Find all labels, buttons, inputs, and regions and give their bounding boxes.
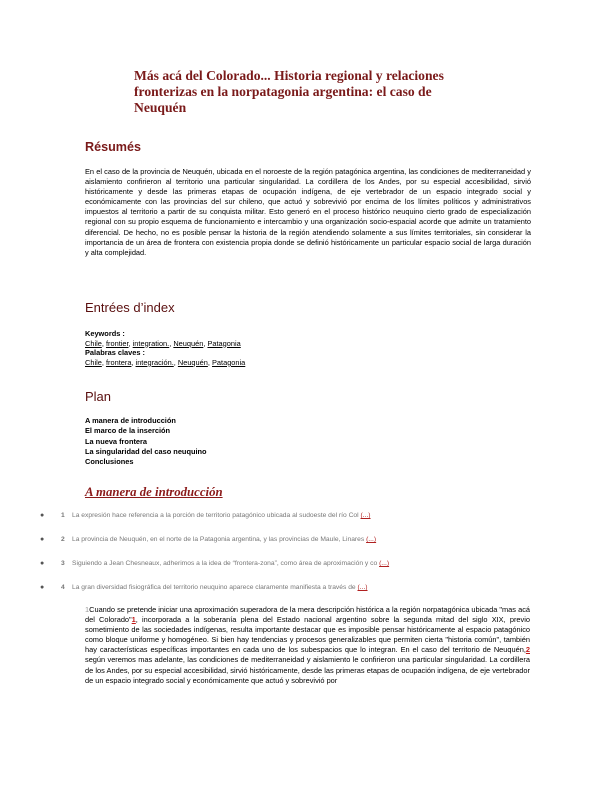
article-title: Más acá del Colorado... Historia regional y relaciones fronterizas en la norpatagonia argentina: el caso de Neuquén — [134, 68, 444, 115]
footnote-text — [72, 583, 368, 593]
footnote-number: 1 — [61, 512, 65, 519]
plan-item[interactable]: El marco de la inserción — [85, 426, 171, 436]
footnote-more-link[interactable]: (...) — [366, 536, 377, 543]
keyword-link[interactable]: Patagonia — [207, 338, 241, 348]
palabra-link[interactable]: frontera — [105, 357, 132, 367]
bullet-icon: ● — [40, 584, 45, 591]
palabra-link[interactable]: Neuquén — [177, 357, 208, 367]
body-text-part: según veremos mas adelante, las condiciones de mediterraneidad y aislamiento le confirieron una particular singularidad. La cordillera de los Andes, por su especial accesibilidad, sirvió históricamente, desde las primeras etapas de ocupación indígena, de eje vertebrador de un espacio integrado social y económicamente que actuó y sobrevivió por — [85, 655, 530, 685]
bullet-icon: ● — [40, 560, 45, 567]
resumes-heading: Résumés — [85, 140, 142, 154]
footnote-snippet: La gran diversidad fisiográfica del territorio neuquino aparece claramente manifiesta a través de — [72, 584, 356, 591]
footnote-number: 3 — [61, 560, 65, 567]
palabras-list: Chile, frontera, integración., Neuquén, Patagonia — [85, 357, 246, 367]
plan-item[interactable]: La nueva frontera — [85, 436, 148, 446]
index-heading: Entrées d’index — [85, 300, 175, 315]
keywords-list: Chile, frontier, integration., Neuquén, Patagonia — [85, 338, 241, 348]
footnote-text — [72, 535, 376, 545]
palabra-link[interactable]: integración. — [135, 357, 174, 367]
footnote-more-link[interactable]: (...) — [360, 512, 371, 519]
keyword-link[interactable]: frontier — [105, 338, 129, 348]
footnote-ref-link[interactable]: 2 — [525, 645, 530, 655]
footnote-text — [72, 511, 371, 521]
keyword-link[interactable]: Chile — [85, 338, 102, 348]
palabra-link[interactable]: Chile — [85, 357, 102, 367]
palabras-label: Palabras claves : — [85, 348, 145, 358]
footnote-snippet: La expresión hace referencia a la porción de territorio patagónico ubicada al sudoeste del río Col — [72, 512, 359, 519]
footnote-snippet: Siguiendo a Jean Chesneaux, adherimos a la idea de “frontera-zona”, como área de aproximación y co — [72, 560, 378, 567]
bullet-icon: ● — [40, 536, 45, 543]
plan-heading: Plan — [85, 389, 112, 404]
body-text-part: Cuando se pretende iniciar una aproximación superadora de la mera descripción histórica a la región norpatagónica ubicada "mas acá del Colorado" — [85, 605, 530, 625]
keyword-link[interactable]: Neuquén — [173, 338, 204, 348]
palabra-link[interactable]: Patagonia — [211, 357, 246, 367]
plan-item[interactable]: Conclusiones — [85, 457, 134, 467]
body-paragraph — [85, 605, 530, 686]
footnote-text — [72, 559, 389, 569]
section-heading: A manera de introducción — [85, 485, 223, 499]
plan-list — [85, 416, 207, 467]
keywords-block — [85, 329, 525, 367]
abstract-text: En el caso de la provincia de Neuquén, ubicada en el noroeste de la región patagónica argentina, las condiciones de mediterraneidad y aislamiento confirieron al territorio una particular singularidad. La cordillera de los Andes, por su especial accesibilidad, sirvió históricamente y desde las primeras etapas de ocupación indígena, de eje vertebrador de un espacio integrado social y económicamente con las provincias del sur chileno, que actuó y sobrevivió por encima de los límites políticos y administrativos impuestos al territorio a partir de su conquista militar. Esto generó en el proceso histórico neuquino cierto grado de especialización regional con su propio esquema de funcionamiento e intercambio y una organización socio-espacial acorde que admite un tratamiento diferencial. De hecho, no es posible pensar la historia de la región atendiendo solamente a sus límites territoriales, sin considerar la importancia de un área de frontera con existencia propia donde se definió históricamente un particular espacio social de larga duración y alta complejidad. — [85, 167, 531, 257]
footnote-snippet: La provincia de Neuquén, en el norte de la Patagonia argentina, y las provincias de Maule, Linares — [72, 536, 365, 543]
plan-item[interactable]: La singularidad del caso neuquino — [85, 446, 207, 456]
bullet-icon: ● — [40, 512, 45, 519]
body-text-part: , incorporada a la soberanía plena del Estado nacional argentino sobre la segunda mitad del siglo XIX, previo sometimiento de las sociedades indígenas, resulta importante destacar que es imposible pensar históricamente al espacio patagónico como bloque uniforme y homogéneo. Si bien hay tendencias y procesos generalizables que permiten cierta "historia común", también hay características específicas importantes en cada uno de los subespacios que lo integran. En el caso del territorio de Neuquén, — [85, 615, 530, 655]
footnote-ref-link[interactable]: 1 — [131, 615, 136, 625]
footnote-more-link[interactable]: (...) — [357, 584, 368, 591]
footnote-number: 2 — [61, 536, 65, 543]
keywords-label: Keywords : — [85, 329, 125, 338]
footnote-number: 4 — [61, 584, 65, 591]
plan-item[interactable]: A manera de introducción — [85, 416, 176, 425]
keyword-link[interactable]: integration. — [132, 338, 170, 348]
footnote-more-link[interactable]: (...) — [379, 560, 390, 567]
paragraph-number: 1 — [85, 605, 90, 614]
